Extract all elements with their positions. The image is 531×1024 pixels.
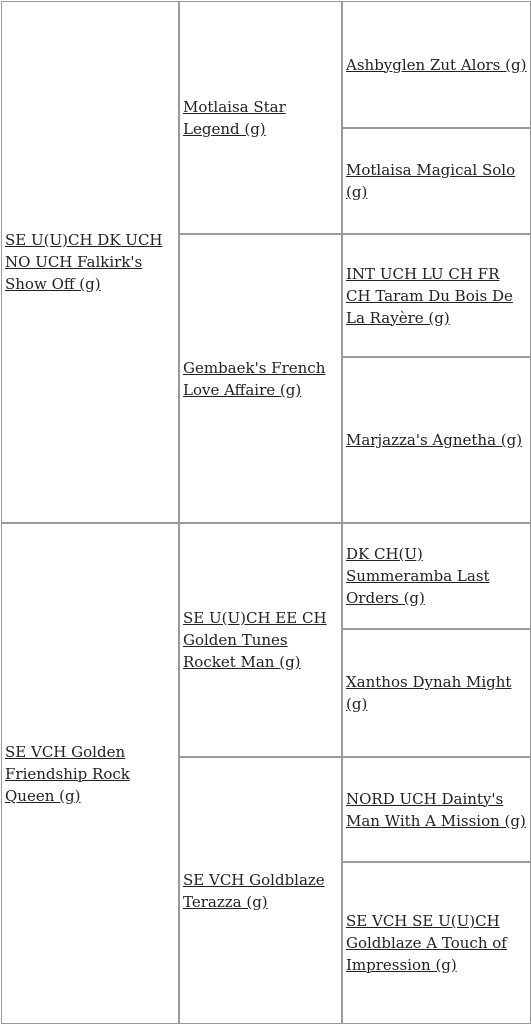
- pedigree-cell-sire-sire: [179, 1, 342, 234]
- dam-sire-dam-link[interactable]: Xanthos Dynah Might (g): [346, 673, 512, 713]
- pedigree-cell-dam-dam-sire: [342, 757, 531, 862]
- pedigree-cell-dam: [1, 523, 179, 1024]
- pedigree-cell-dam-sire-dam: [342, 629, 531, 757]
- pedigree-cell-sire: [1, 1, 179, 523]
- sire-sire-link[interactable]: Motlaisa Star Legend (g): [183, 97, 286, 138]
- sire-dam-dam-link[interactable]: Marjazza's Agnetha (g): [346, 431, 523, 449]
- sire-dam-sire-link[interactable]: INT UCH LU CH FR CH Taram Du Bois De La Rayère (g): [346, 264, 513, 327]
- pedigree-cell-sire-sire-dam: [342, 128, 531, 234]
- pedigree-cell-dam-dam: [179, 757, 342, 1024]
- pedigree-cell-sire-dam: [179, 234, 342, 523]
- sire-sire-sire-link[interactable]: Ashbyglen Zut Alors (g): [346, 55, 527, 74]
- pedigree-cell-dam-sire-sire: [342, 523, 531, 629]
- sire-sire-dam-link[interactable]: Motlaisa Magical Solo (g): [346, 161, 516, 201]
- pedigree-cell-dam-dam-dam: [342, 862, 531, 1024]
- pedigree-cell-sire-sire-sire: [342, 1, 531, 128]
- dam-dam-sire-link[interactable]: NORD UCH Dainty's Man With A Mission (g): [346, 789, 526, 830]
- dam-dam-dam-link[interactable]: SE VCH SE U(U)CH Goldblaze A Touch of Impression (g): [346, 912, 507, 974]
- dam-dam-link[interactable]: SE VCH Goldblaze Terazza (g): [183, 870, 325, 911]
- pedigree-cell-dam-sire: [179, 523, 342, 757]
- pedigree-cell-sire-dam-sire: [342, 234, 531, 357]
- sire-link[interactable]: SE U(U)CH DK UCH NO UCH Falkirk's Show Off (g): [5, 231, 163, 293]
- sire-dam-link[interactable]: Gembaek's French Love Affaire (g): [183, 358, 326, 399]
- dam-link[interactable]: SE VCH Golden Friendship Rock Queen (g): [5, 742, 130, 805]
- dam-sire-sire-link[interactable]: DK CH(U) Summeramba Last Orders (g): [346, 545, 490, 607]
- pedigree-cell-sire-dam-dam: [342, 357, 531, 523]
- dam-sire-link[interactable]: SE U(U)CH EE CH Golden Tunes Rocket Man (g): [183, 609, 327, 671]
